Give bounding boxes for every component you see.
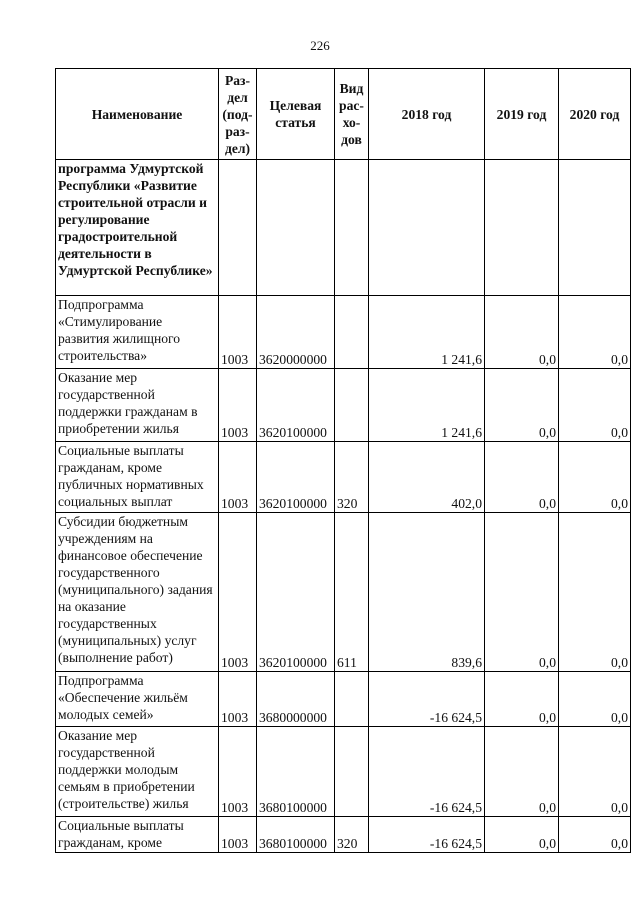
row-2019: 0,0 (485, 513, 559, 672)
row-2019: 0,0 (485, 442, 559, 513)
header-vid: Вид рас- хо- дов (335, 69, 369, 160)
row-2020: 0,0 (559, 296, 631, 369)
row-name: Подпрограмма «Стимулирование развития жилищного строительства» (56, 296, 219, 369)
header-2020: 2020 год (559, 69, 631, 160)
row-razdel: 1003 (219, 672, 257, 727)
row-2020: 0,0 (559, 727, 631, 817)
row-2018: -16 624,5 (369, 817, 485, 853)
table-row (56, 296, 631, 369)
page-number: 226 (310, 38, 330, 53)
row-2018: 1 241,6 (369, 296, 485, 369)
row-target: 3680000000 (257, 672, 335, 727)
header-2019: 2019 год (485, 69, 559, 160)
row-2018: -16 624,5 (369, 727, 485, 817)
row-target: 3620000000 (257, 296, 335, 369)
row-target: 3620100000 (257, 442, 335, 513)
row-2019: 0,0 (485, 817, 559, 853)
row-razdel: 1003 (219, 513, 257, 672)
table-header-row (56, 69, 631, 160)
table-row (56, 672, 631, 727)
row-2018: 839,6 (369, 513, 485, 672)
row-2019 (485, 160, 559, 296)
row-2019: 0,0 (485, 296, 559, 369)
header-2018: 2018 год (369, 69, 485, 160)
row-2018: -16 624,5 (369, 672, 485, 727)
row-name: Субсидии бюджетным учреждениям на финансовое обеспечение государственного (муниципального) задания на оказание государственных (муниципальных) услуг (выполнение работ) (56, 513, 219, 672)
row-target: 3620100000 (257, 513, 335, 672)
row-vid: 320 (335, 817, 369, 853)
row-2019: 0,0 (485, 727, 559, 817)
row-target: 3620100000 (257, 369, 335, 442)
row-2018: 402,0 (369, 442, 485, 513)
row-name: программа Удмуртской Республики «Развитие строительной отрасли и регулирование градостроительной деятельности в Удмуртской Республике» (56, 160, 219, 296)
row-2020 (559, 160, 631, 296)
row-vid (335, 160, 369, 296)
row-2020: 0,0 (559, 442, 631, 513)
row-2020: 0,0 (559, 513, 631, 672)
row-2019: 0,0 (485, 369, 559, 442)
header-name: Наименование (56, 69, 219, 160)
table-row (56, 160, 631, 296)
table-row (56, 442, 631, 513)
row-name: Подпрограмма «Обеспечение жильём молодых семей» (56, 672, 219, 727)
row-vid (335, 727, 369, 817)
row-razdel (219, 160, 257, 296)
budget-table (55, 68, 631, 853)
row-vid: 611 (335, 513, 369, 672)
row-2019: 0,0 (485, 672, 559, 727)
row-2018: 1 241,6 (369, 369, 485, 442)
table-row (56, 727, 631, 817)
row-2018 (369, 160, 485, 296)
row-target: 3680100000 (257, 727, 335, 817)
table-row (56, 513, 631, 672)
row-name: Социальные выплаты гражданам, кроме (56, 817, 219, 853)
row-name: Социальные выплаты гражданам, кроме публичных нормативных социальных выплат (56, 442, 219, 513)
row-name: Оказание мер государственной поддержки гражданам в приобретении жилья (56, 369, 219, 442)
row-razdel: 1003 (219, 296, 257, 369)
row-vid: 320 (335, 442, 369, 513)
row-vid (335, 672, 369, 727)
table-row (56, 369, 631, 442)
row-vid (335, 296, 369, 369)
row-2020: 0,0 (559, 817, 631, 853)
table-row (56, 817, 631, 853)
row-name: Оказание мер государственной поддержки молодым семьям в приобретении (строительстве) жилья (56, 727, 219, 817)
row-razdel: 1003 (219, 727, 257, 817)
row-razdel: 1003 (219, 369, 257, 442)
row-2020: 0,0 (559, 369, 631, 442)
row-razdel: 1003 (219, 442, 257, 513)
row-vid (335, 369, 369, 442)
row-target (257, 160, 335, 296)
row-razdel: 1003 (219, 817, 257, 853)
header-target: Целевая статья (257, 69, 335, 160)
header-razdel: Раз- дел (под- раз- дел) (219, 69, 257, 160)
row-target: 3680100000 (257, 817, 335, 853)
row-2020: 0,0 (559, 672, 631, 727)
